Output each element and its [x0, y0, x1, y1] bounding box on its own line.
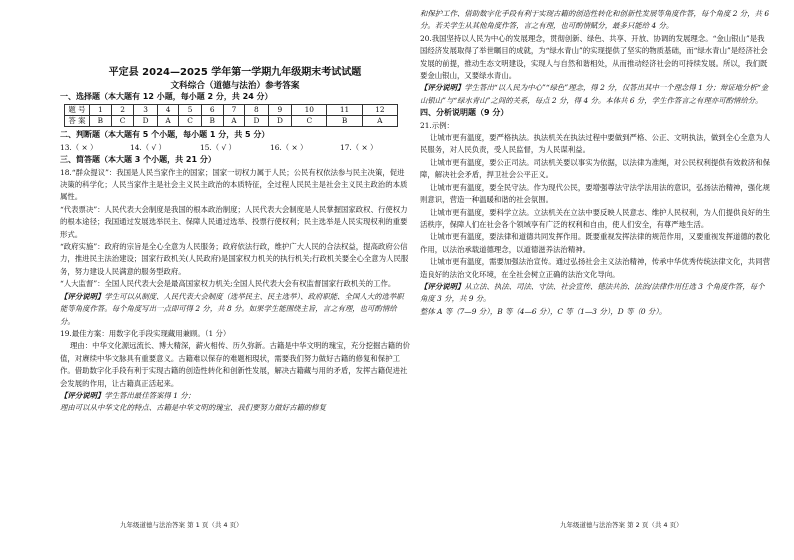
table-cell: A: [157, 116, 178, 127]
answer-table: [64, 104, 398, 127]
right-column: [420, 8, 770, 318]
q19-scoring-note-cont: 理由可以从中华文化的特点、古籍是中华文明的瑰宝、我们要努力做好古籍的修复: [60, 403, 327, 413]
q20-answer: 20.我国坚持以人民为中心的发展理念，贯彻创新、绿色、共享、开放、协调的发展理念。“金山银山”是我国经济发展取得了举世瞩目的成就，为“绿水青山”的实现提供了坚实的物质基础，而“绿水青山”是经济社会发展的前提，推动生态文明建设，实现人与自然和谐相处，从而推动经济社会的可持续发展。所以，我们既要金山银山，又要绿水青山。: [420, 33, 768, 81]
table-header-cell: 题 号: [65, 105, 90, 116]
footer-right: 九年级道德与法治答案 第 2 页（共 4 页）: [560, 521, 683, 529]
table-cell: B: [90, 116, 112, 127]
judgement-item: 14.（ √ ）: [130, 142, 166, 152]
table-cell: C: [292, 116, 327, 127]
scoring-note-tag: 【评分说明】: [420, 83, 465, 93]
table-cell: 3: [134, 105, 158, 116]
table-cell: 10: [292, 105, 327, 116]
section4-heading: 四、分析说明题（9 分）: [420, 108, 509, 118]
table-row-answers: [65, 116, 398, 127]
page-title: 平定县 2024—2025 学年第一学期九年级期末考试试题: [108, 67, 362, 78]
q18-paragraph: “代表票决”：人民代表大会制度是我国的根本政治制度；人民代表大会制度是人民掌握国家政权、行使权力的根本途径；我国通过发展选举民主、保障人民通过选举、投票行使权利；民主选举是人民实现权利的重要形式。: [60, 204, 408, 239]
table-cell: B: [327, 116, 362, 127]
scoring-note-tag: 【评分说明】: [420, 281, 465, 291]
judgement-answers: [60, 142, 410, 154]
table-cell: C: [111, 116, 134, 127]
table-row-numbers: [65, 105, 398, 116]
q21-scoring-note: [420, 281, 770, 306]
q19-answer: 19.最佳方案：用数字化手段实现藏用兼顾。（1 分）: [60, 328, 231, 338]
scoring-note-tag: 【评分说明】: [60, 390, 105, 400]
q21-heading: 21.示例：: [420, 120, 454, 130]
table-header-cell: 答 案: [65, 116, 90, 127]
page-subtitle: 文科综合（道德与法治）参考答案: [170, 81, 300, 91]
table-cell: 7: [223, 105, 244, 116]
q19-reason: 理由：中华文化源远流长、博大精深，薪火相传、历久弥新。古籍是中华文明的瑰宝，充分挖掘古籍的价值，对赓续中华文脉具有重要意义。古籍难以保存的难题相現状，需要我们努力做好古籍的修复和保护工作。借助数字化手段有利于实现古籍的创造性转化和创新性发展，解决古籍藏与用的矛盾，发挥古籍促进社会发展的作用，让古籍真正活起来。: [60, 341, 410, 388]
table-cell: A: [362, 116, 397, 127]
table-cell: 1: [90, 105, 112, 116]
q18-scoring-note: [60, 291, 410, 328]
table-cell: D: [134, 116, 158, 127]
q19-scoring-note-end: 和保护工作、借助数字化手段有利于实现古籍的创造性转化和创新性发展等角度作答，每个角度 2 分，共 6 分。若关学生从其他角度作答，言之有理，也可酌情赋分，最多只能给 4 分。: [420, 9, 770, 31]
q18-paragraph: “政府实施”：政府的宗旨是全心全意为人民服务；政府依法行政，维护广大人民的合法权益，提高政府公信力，推进民主法治建设；国家行政机关(人民政府)是国家权力机关的执行机关;行政机关要全心全意为人民服务，努力建设人民满意的服务型政府。: [60, 242, 409, 276]
table-cell: 2: [111, 105, 134, 116]
scoring-note-text: 学生可以从制度、人民代表大会制度（选举民主、民主选举）、政府职能、全国人大的选举职能等角度作答。每个角度写出一点即可得 2 分，共 8 分。如果学生能围绕主旨，言之有理，也可酌情给分。: [60, 291, 404, 326]
table-cell: 9: [268, 105, 292, 116]
table-cell: B: [201, 116, 223, 127]
scoring-note-text: 从立法、执法、司法、守法、社会宣传、德法共治、法治/法律作用任选 3 个角度作答，每个角度 3 分，共 9 分。: [420, 281, 765, 304]
table-cell: 12: [362, 105, 397, 116]
table-cell: 6: [201, 105, 223, 116]
table-cell: 4: [157, 105, 178, 116]
q20-scoring-note: [420, 82, 770, 107]
section3-heading: 三、简答题（本大题 3 个小题，共 21 分）: [60, 155, 216, 165]
table-cell: D: [268, 116, 292, 127]
judgement-item: 15.（ √ ）: [200, 142, 236, 152]
q21-paragraph: 让城市更有温度，要法律和道德共同发挥作用。既要重视发挥法律的规范作用，又要重视发挥道德的教化作用，以法治承载道德理念，以道德滋养法治精神。: [420, 232, 770, 254]
left-column: [60, 91, 410, 415]
q21-paragraph: 让城市更有温度，要全民守法。作为现代公民，要增强尊法守法学法用法的意识，弘扬法治精神，强化规则意识，营造一种温暖和谐的社会氛围。: [420, 182, 770, 205]
scoring-note-tag: 【评分说明】: [60, 291, 105, 301]
judgement-item: 13.（ × ）: [60, 142, 98, 152]
q18-paragraph: 18.“群众提议”：我国是人民当家作主的国家；国家一切权力属于人民；公民有权依法参与民主决策，促进决策的科学化；人民当家作主是社会主义民主政治的本质特征，全过程人民民主是社会主义民主政治的本质属性。: [60, 167, 408, 202]
table-cell: A: [223, 116, 244, 127]
q21-paragraph: 让城市更有温度，要公正司法。司法机关要以事实为依据，以法律为准绳，对公民权利提供有效救济和保障，解决社会矛盾，捍卫社会公平正义。: [420, 157, 770, 180]
q21-paragraph: 让城市更有温度，要科学立法。立法机关在立法中要反映人民意志、维护人民权利，为人们提供良好的生活秩序，保障人们在社会各个领域享有广泛的权利和自由，使人们安全，有尊严地生活。: [420, 207, 770, 229]
scoring-note-text: 学生答出“以人民为中心”“绿色”理念，得 2 分，仅答出其中一个理念得 1 分；辩证地分析“金山银山”与“绿水青山”之间的关系，每点 2 分，得 4 分。本体共 6 分，学生作答言之有理亦可酌情给分。: [420, 83, 769, 105]
q18-paragraph: “人大监督”：全国人民代表大会是最高国家权力机关;全国人民代表大会有权监督国家行政机关的工作。: [60, 279, 396, 289]
section1-heading: 一、选择题（本大题有 12 小题，每小题 2 分，共 24 分）: [60, 92, 273, 101]
judgement-item: 17.（ × ）: [340, 142, 378, 152]
judgement-item: 16.（ × ）: [270, 142, 308, 152]
table-cell: 5: [179, 105, 202, 116]
footer-left: 九年级道德与法治答案 第 1 页（共 4 页）: [120, 521, 243, 529]
table-cell: C: [179, 116, 202, 127]
table-cell: 8: [245, 105, 269, 116]
q19-scoring-note: [60, 390, 410, 402]
q21-paragraph: 让城市更有温度，要严格执法。执法机关在执法过程中要做到严格、公正、文明执法，做到全心全意为人民服务，对人民负责，受人民监督，为人民谋利益。: [420, 133, 770, 155]
table-cell: D: [245, 116, 269, 127]
scoring-note-text: 学生答出最佳答案得 1 分；: [104, 390, 196, 400]
q21-grade-scale: 整体 A 等（7—9 分），B 等（4—6 分），C 等（1—3 分），D 等（0 分）。: [420, 306, 667, 316]
table-cell: 11: [327, 105, 362, 116]
q21-paragraph: 让城市更有温度，需要加强法治宣传。通过弘扬社会主义法治精神，传承中华优秀传统法律文化，共同营造良好的法治文化环境，在全社会树立正确的法治文化导向。: [420, 257, 770, 279]
section2-heading: 二、判断题（本大题有 5 个小题，每小题 1 分，共 5 分）: [60, 130, 270, 140]
